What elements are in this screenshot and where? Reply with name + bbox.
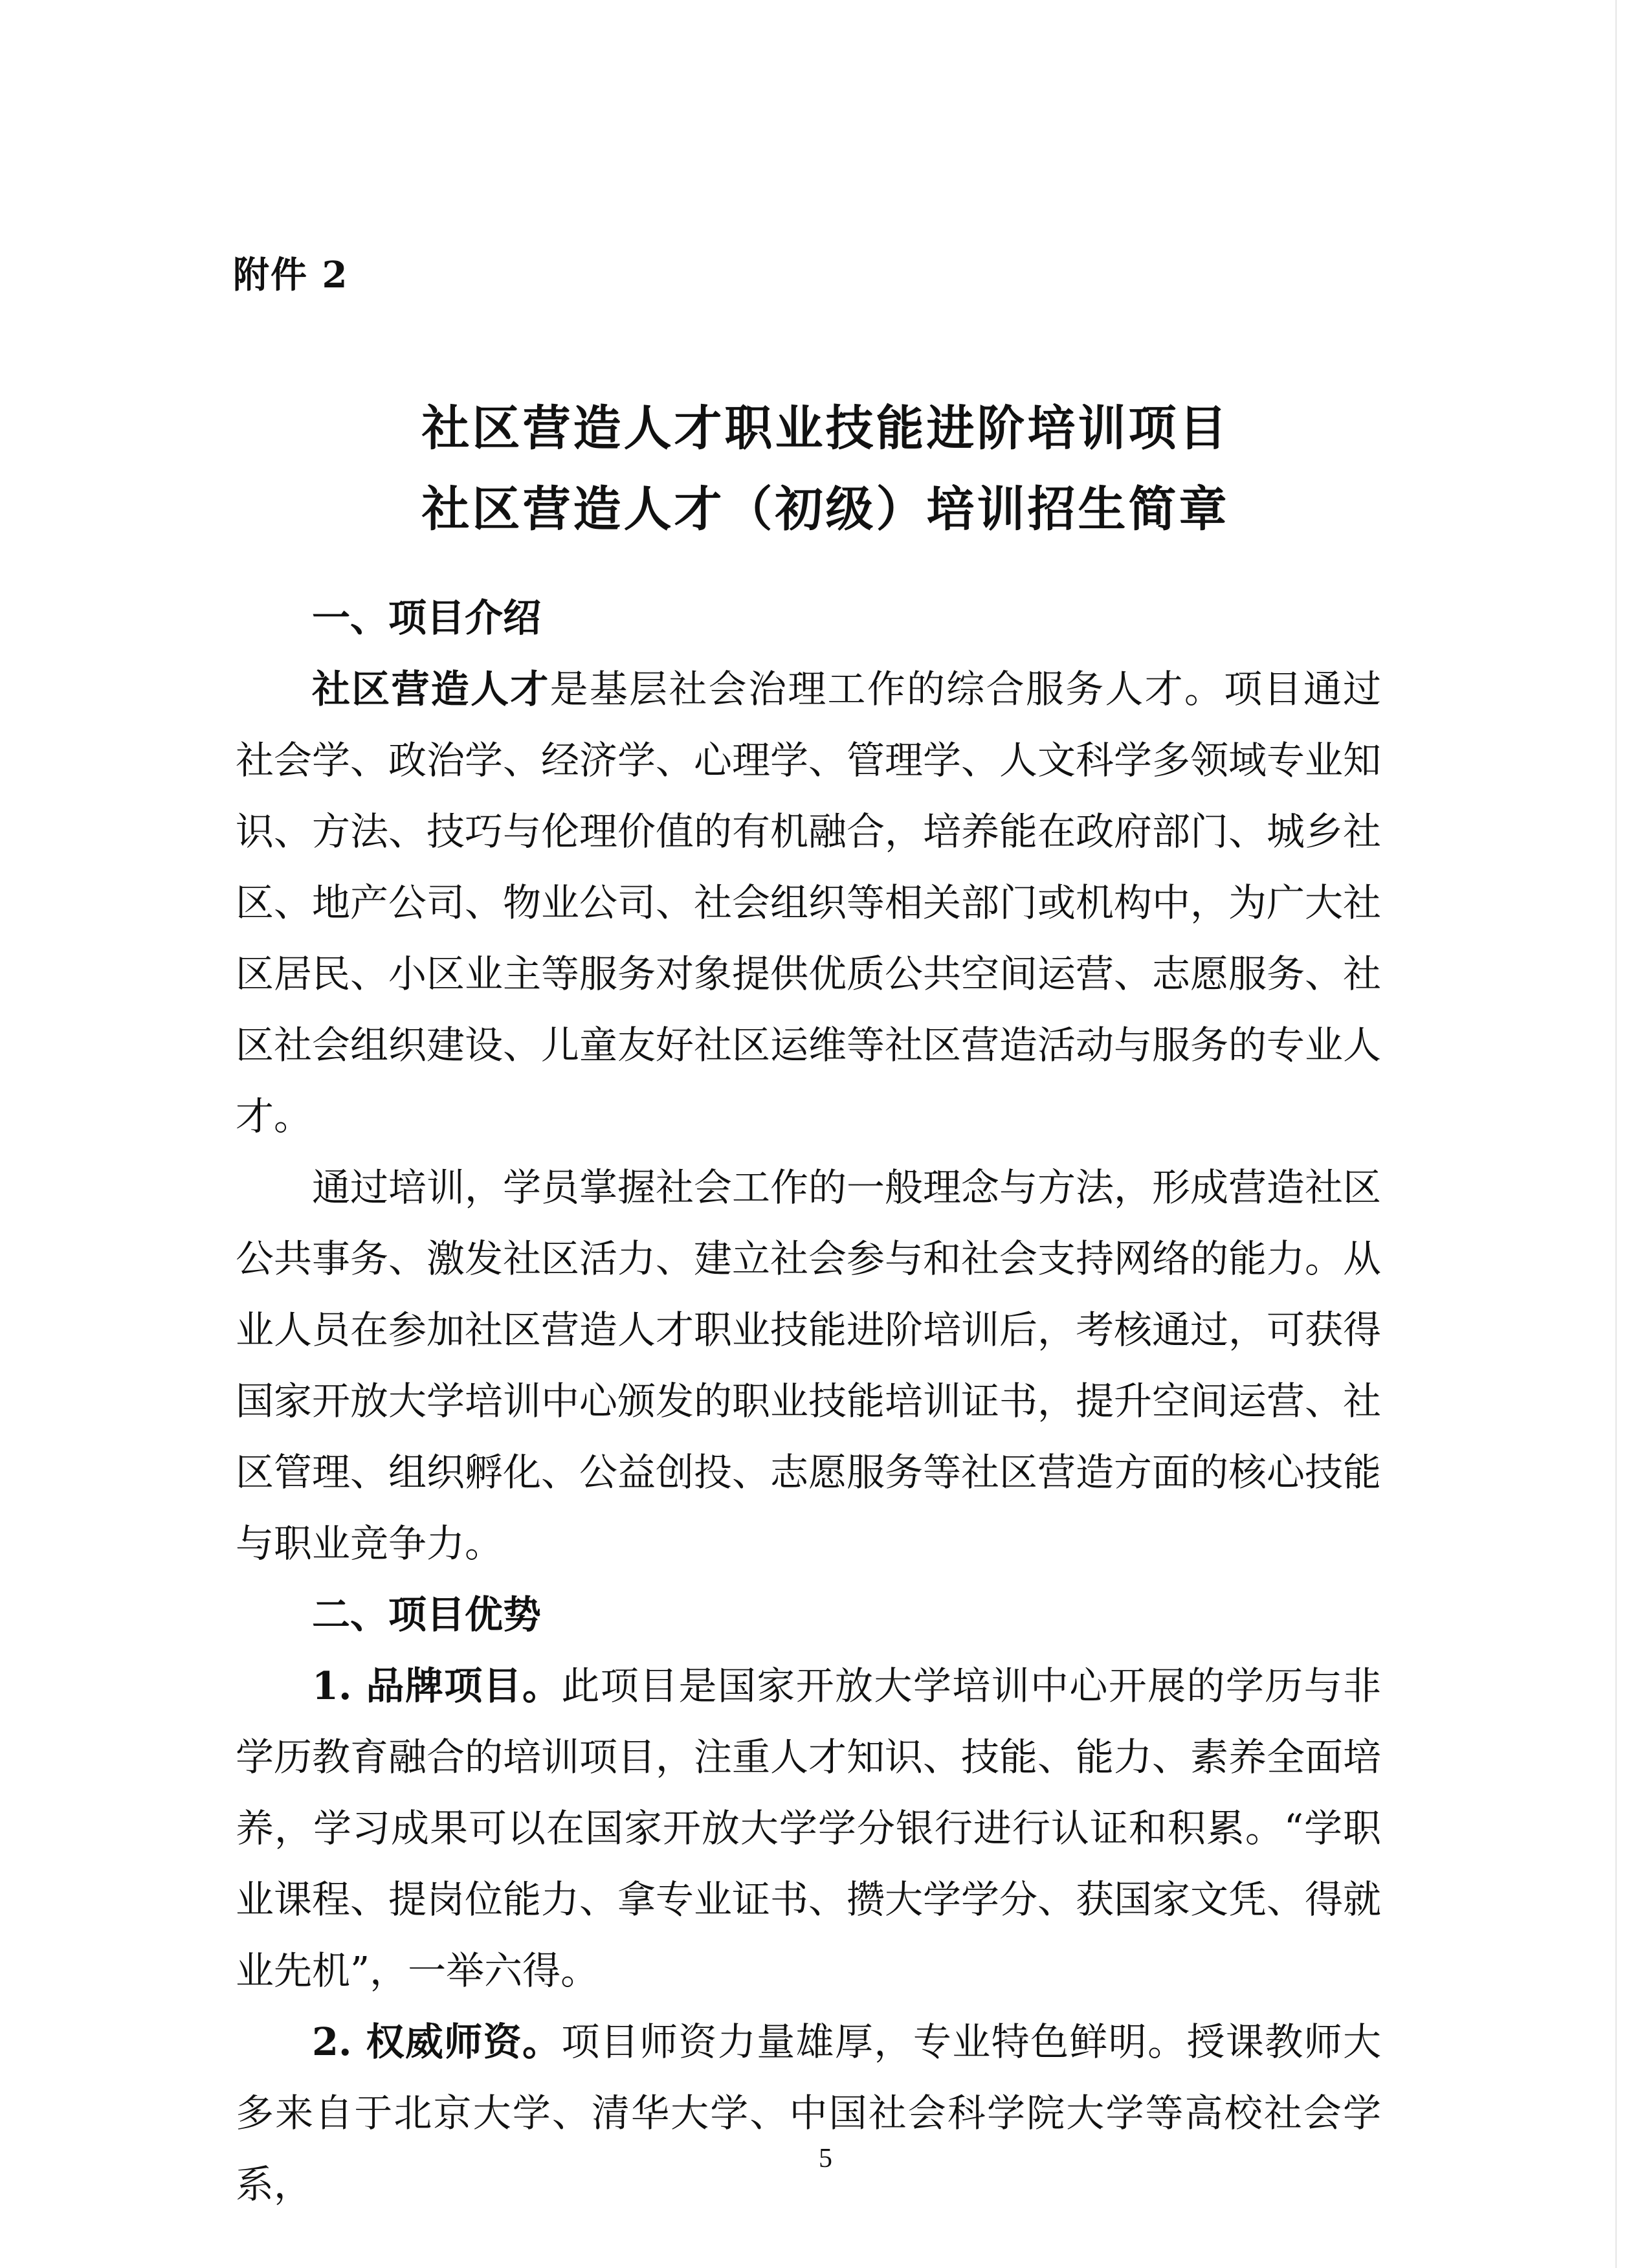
attachment-label: 附件 2 <box>233 254 349 296</box>
document-title-line-2: 社区营造人才（初级）培训招生简章 <box>421 482 1230 537</box>
section-1-heading: 一、项目介绍 <box>312 595 542 640</box>
item-1-lead: 1. 品牌项目。 <box>312 1663 562 1708</box>
section-1-paragraph-2: 通过培训，学员掌握社会工作的一般理念与方法，形成营造社区公共事务、激发社区活力、建立社会参与和社会支持网络的能力。从业人员在参加社区营造人才职业技能进阶培训后，考核通过，可获得国家开放大学培训中心颁发的职业技能培训证书，提升空间运营、社区管理、组织孵化、公益创投、志愿服务等社区营造方面的核心技能与职业竞争力。 <box>236 1165 1382 1566</box>
item-2-text: 项目师资力量雄厚，专业特色鲜明。授课教师大多来自于北京大学、清华大学、中国社会科学院大学等高校社会学系， <box>236 2019 1381 2207</box>
section-2-item-2 <box>236 2007 1381 2220</box>
document-title-line-1: 社区营造人才职业技能进阶培训项目 <box>421 401 1230 456</box>
section-2-heading: 二、项目优势 <box>312 1592 542 1637</box>
item-1-text: 此项目是国家开放大学培训中心开展的学历与非学历教育融合的培训项目，注重人才知识、技能、能力、素养全面培养，学习成果可以在国家开放大学学分银行进行认证和积累。“学职业课程、提岗位能力、拿专业证书、攒大学学分、获国家文凭、得就业先机”，一举六得。 <box>236 1663 1382 1993</box>
item-2-lead: 2. 权威师资。 <box>312 2019 562 2064</box>
body-content <box>236 583 1381 2220</box>
scan-edge-line <box>1615 0 1617 2268</box>
section-2-item-1 <box>236 1651 1381 2007</box>
section-1-paragraph-1-text: 是基层社会治理工作的综合服务人才。项目通过社会学、政治学、经济学、心理学、管理学、人文科学多领域专业知识、方法、技巧与伦理价值的有机融合，培养能在政府部门、城乡社区、地产公司、物业公司、社会组织等相关部门或机构中，为广大社区居民、小区业主等服务对象提供优质公共空间运营、志愿服务、社区社会组织建设、儿童友好社区运维等社区营造活动与服务的专业人才。 <box>236 667 1382 1139</box>
page-number: 5 <box>819 2144 832 2174</box>
term-community-builder: 社区营造人才 <box>312 667 550 711</box>
section-1-paragraph-1 <box>236 654 1381 1152</box>
